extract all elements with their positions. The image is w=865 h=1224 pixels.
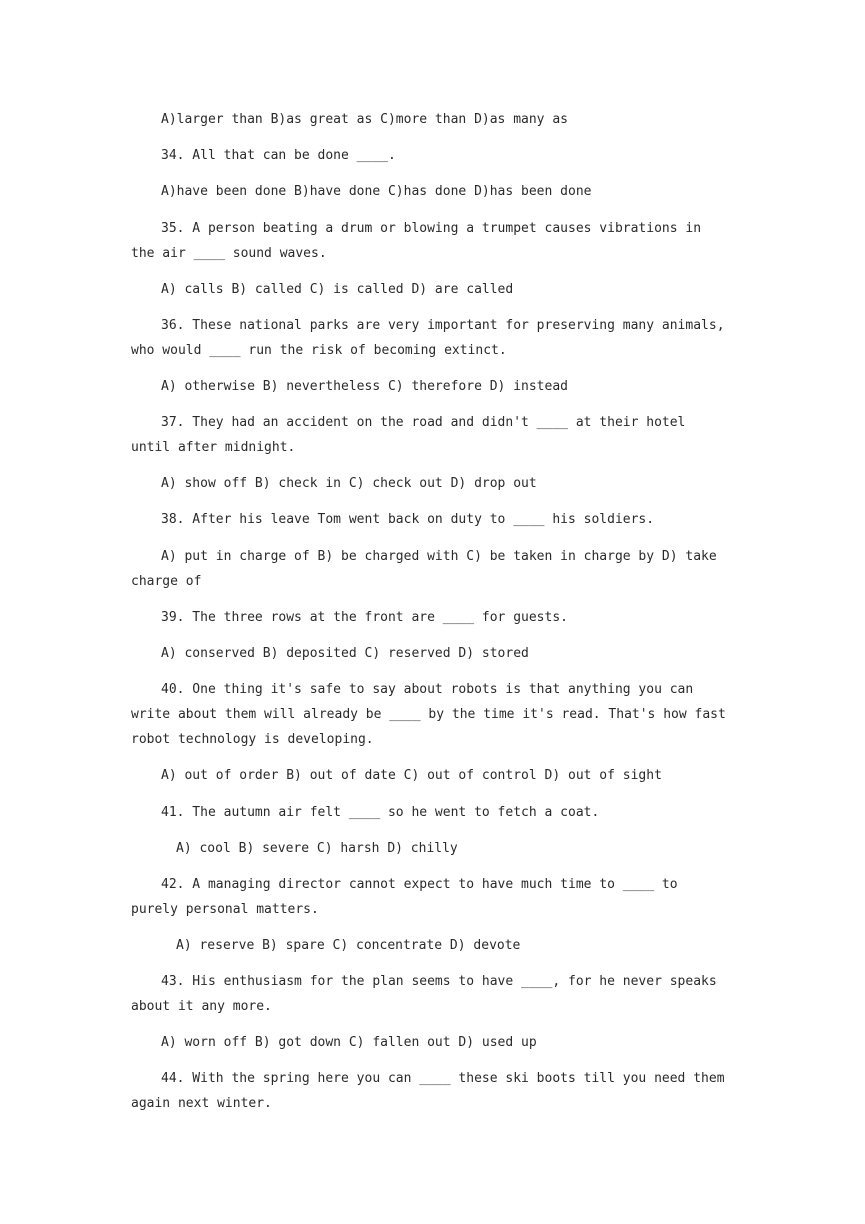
question-41: 41. The autumn air felt ____ so he went to fetch a coat. bbox=[161, 805, 600, 820]
options-q38: A) put in charge of B) be charged with C) be taken in charge by D) take charge of bbox=[131, 549, 717, 589]
options-q37: A) show off B) check in C) check out D) drop out bbox=[161, 476, 537, 491]
question-44: 44. With the spring here you can ____ these ski boots till you need them again next winter. bbox=[131, 1071, 725, 1111]
options-q35: A) calls B) called C) is called D) are called bbox=[161, 282, 514, 297]
options-q39: A) conserved B) deposited C) reserved D) stored bbox=[161, 646, 529, 661]
options-q41: A) cool B) severe C) harsh D) chilly bbox=[176, 841, 458, 856]
question-37: 37. They had an accident on the road and didn't ____ at their hotel until after midnight. bbox=[131, 415, 686, 455]
options-q33: A)larger than B)as great as C)more than D)as many as bbox=[161, 112, 568, 127]
question-40: 40. One thing it's safe to say about robots is that anything you can write about them will already be ____ by the time it's read. That's how fast robot technology is developing. bbox=[131, 682, 726, 747]
options-q34: A)have been done B)have done C)has done D)has been done bbox=[161, 184, 592, 199]
question-36: 36. These national parks are very important for preserving many animals, who would ____ run the risk of becoming extinct. bbox=[131, 318, 725, 358]
question-39: 39. The three rows at the front are ____ for guests. bbox=[161, 610, 568, 625]
options-q40: A) out of order B) out of date C) out of control D) out of sight bbox=[161, 768, 662, 783]
question-42: 42. A managing director cannot expect to have much time to ____ to purely personal matters. bbox=[131, 877, 678, 917]
question-34: 34. All that can be done ____. bbox=[161, 148, 396, 163]
question-43: 43. His enthusiasm for the plan seems to have ____, for he never speaks about it any more. bbox=[131, 974, 717, 1014]
options-q43: A) worn off B) got down C) fallen out D) used up bbox=[161, 1035, 537, 1050]
options-q36: A) otherwise B) nevertheless C) therefore D) instead bbox=[161, 379, 568, 394]
question-38: 38. After his leave Tom went back on duty to ____ his soldiers. bbox=[161, 512, 655, 527]
question-35: 35. A person beating a drum or blowing a trumpet causes vibrations in the air ____ sound waves. bbox=[131, 221, 702, 261]
options-q42: A) reserve B) spare C) concentrate D) devote bbox=[176, 938, 521, 953]
